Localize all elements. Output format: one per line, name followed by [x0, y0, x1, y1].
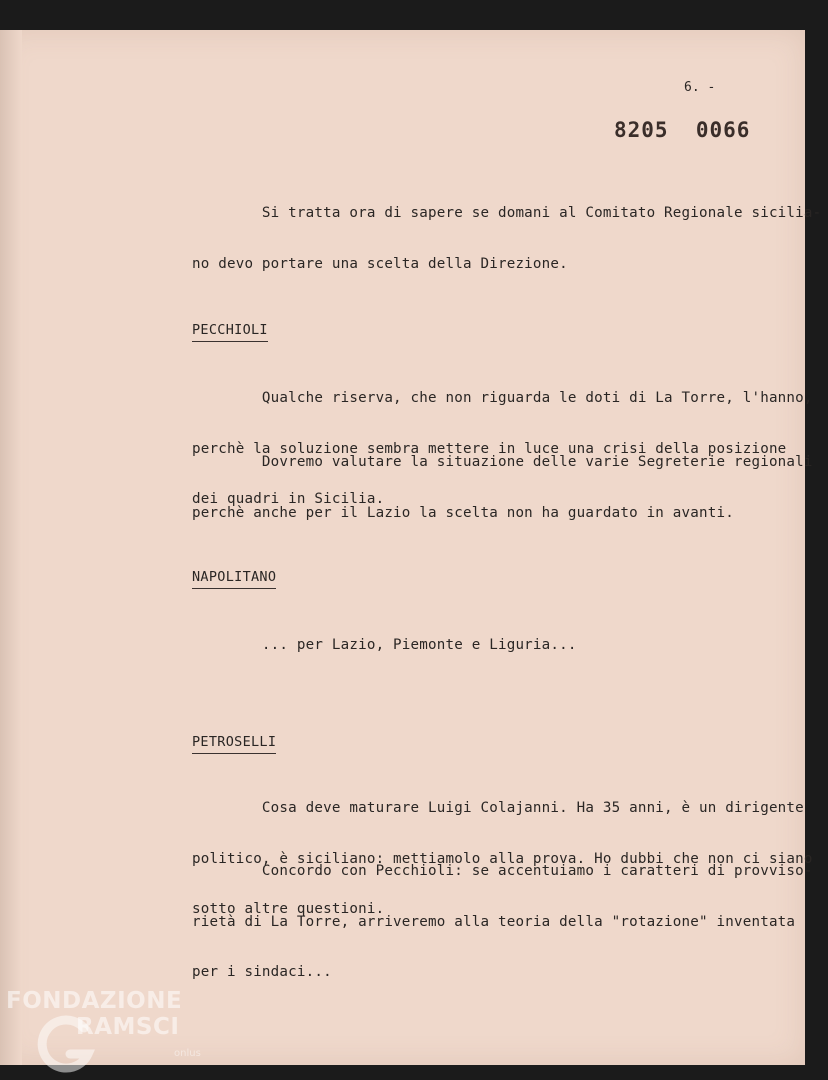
napolitano-paragraph-1 [192, 604, 577, 671]
page-number: 6. - [684, 80, 716, 95]
speaker-pecchioli: PECCHIOLI [192, 322, 268, 342]
text-line: Qualche riserva, che non riguarda le doti di La Torre, l'hanno, [192, 390, 813, 406]
pecchioli-paragraph-2 [192, 421, 813, 538]
text-line: no devo portare una scelta della Direzione. [192, 255, 568, 272]
text-line: sotto altre questioni. [192, 901, 385, 917]
text-line: perchè anche per il Lazio la scelta non ha guardato in avanti. [192, 504, 734, 521]
petroselli-paragraph-2 [192, 830, 813, 998]
watermark-suffix: onlus [174, 1048, 201, 1059]
text-line: Concordo con Pecchioli: se accentuiamo i caratteri di provviso- [192, 863, 813, 879]
fondazione-gramsci-watermark [6, 988, 221, 1078]
text-line: perchè la soluzione sembra mettere in luce una crisi della posizione [192, 440, 787, 457]
document-id-stamp: 8205 0066 [614, 118, 751, 142]
text-line: dei quadri in Sicilia. [192, 491, 385, 507]
speaker-petroselli: PETROSELLI [192, 734, 276, 754]
text-line: Si tratta ora di sapere se domani al Comitato Regionale sicilia- [192, 205, 822, 221]
intro-paragraph [192, 172, 821, 289]
watermark-line1: FONDAZIONE [6, 988, 183, 1014]
speaker-napolitano: NAPOLITANO [192, 569, 276, 589]
text-line: Cosa deve maturare Luigi Colajanni. Ha 35 anni, è un dirigente [192, 800, 804, 816]
page-left-edge [0, 30, 22, 1065]
watermark-line2: RAMSCI [76, 1014, 180, 1040]
text-line: Dovremo valutare la situazione delle varie Segreterie regionali [192, 454, 813, 470]
text-line: politico, è siciliano: mettiamolo alla prova. Ho dubbi che non ci siano [192, 850, 813, 867]
text-line: ... per Lazio, Piemonte e Liguria... [192, 637, 577, 653]
text-line: per i sindaci... [192, 964, 332, 980]
text-line: rietà di La Torre, arriveremo alla teoria della "rotazione" inventata [192, 913, 796, 930]
